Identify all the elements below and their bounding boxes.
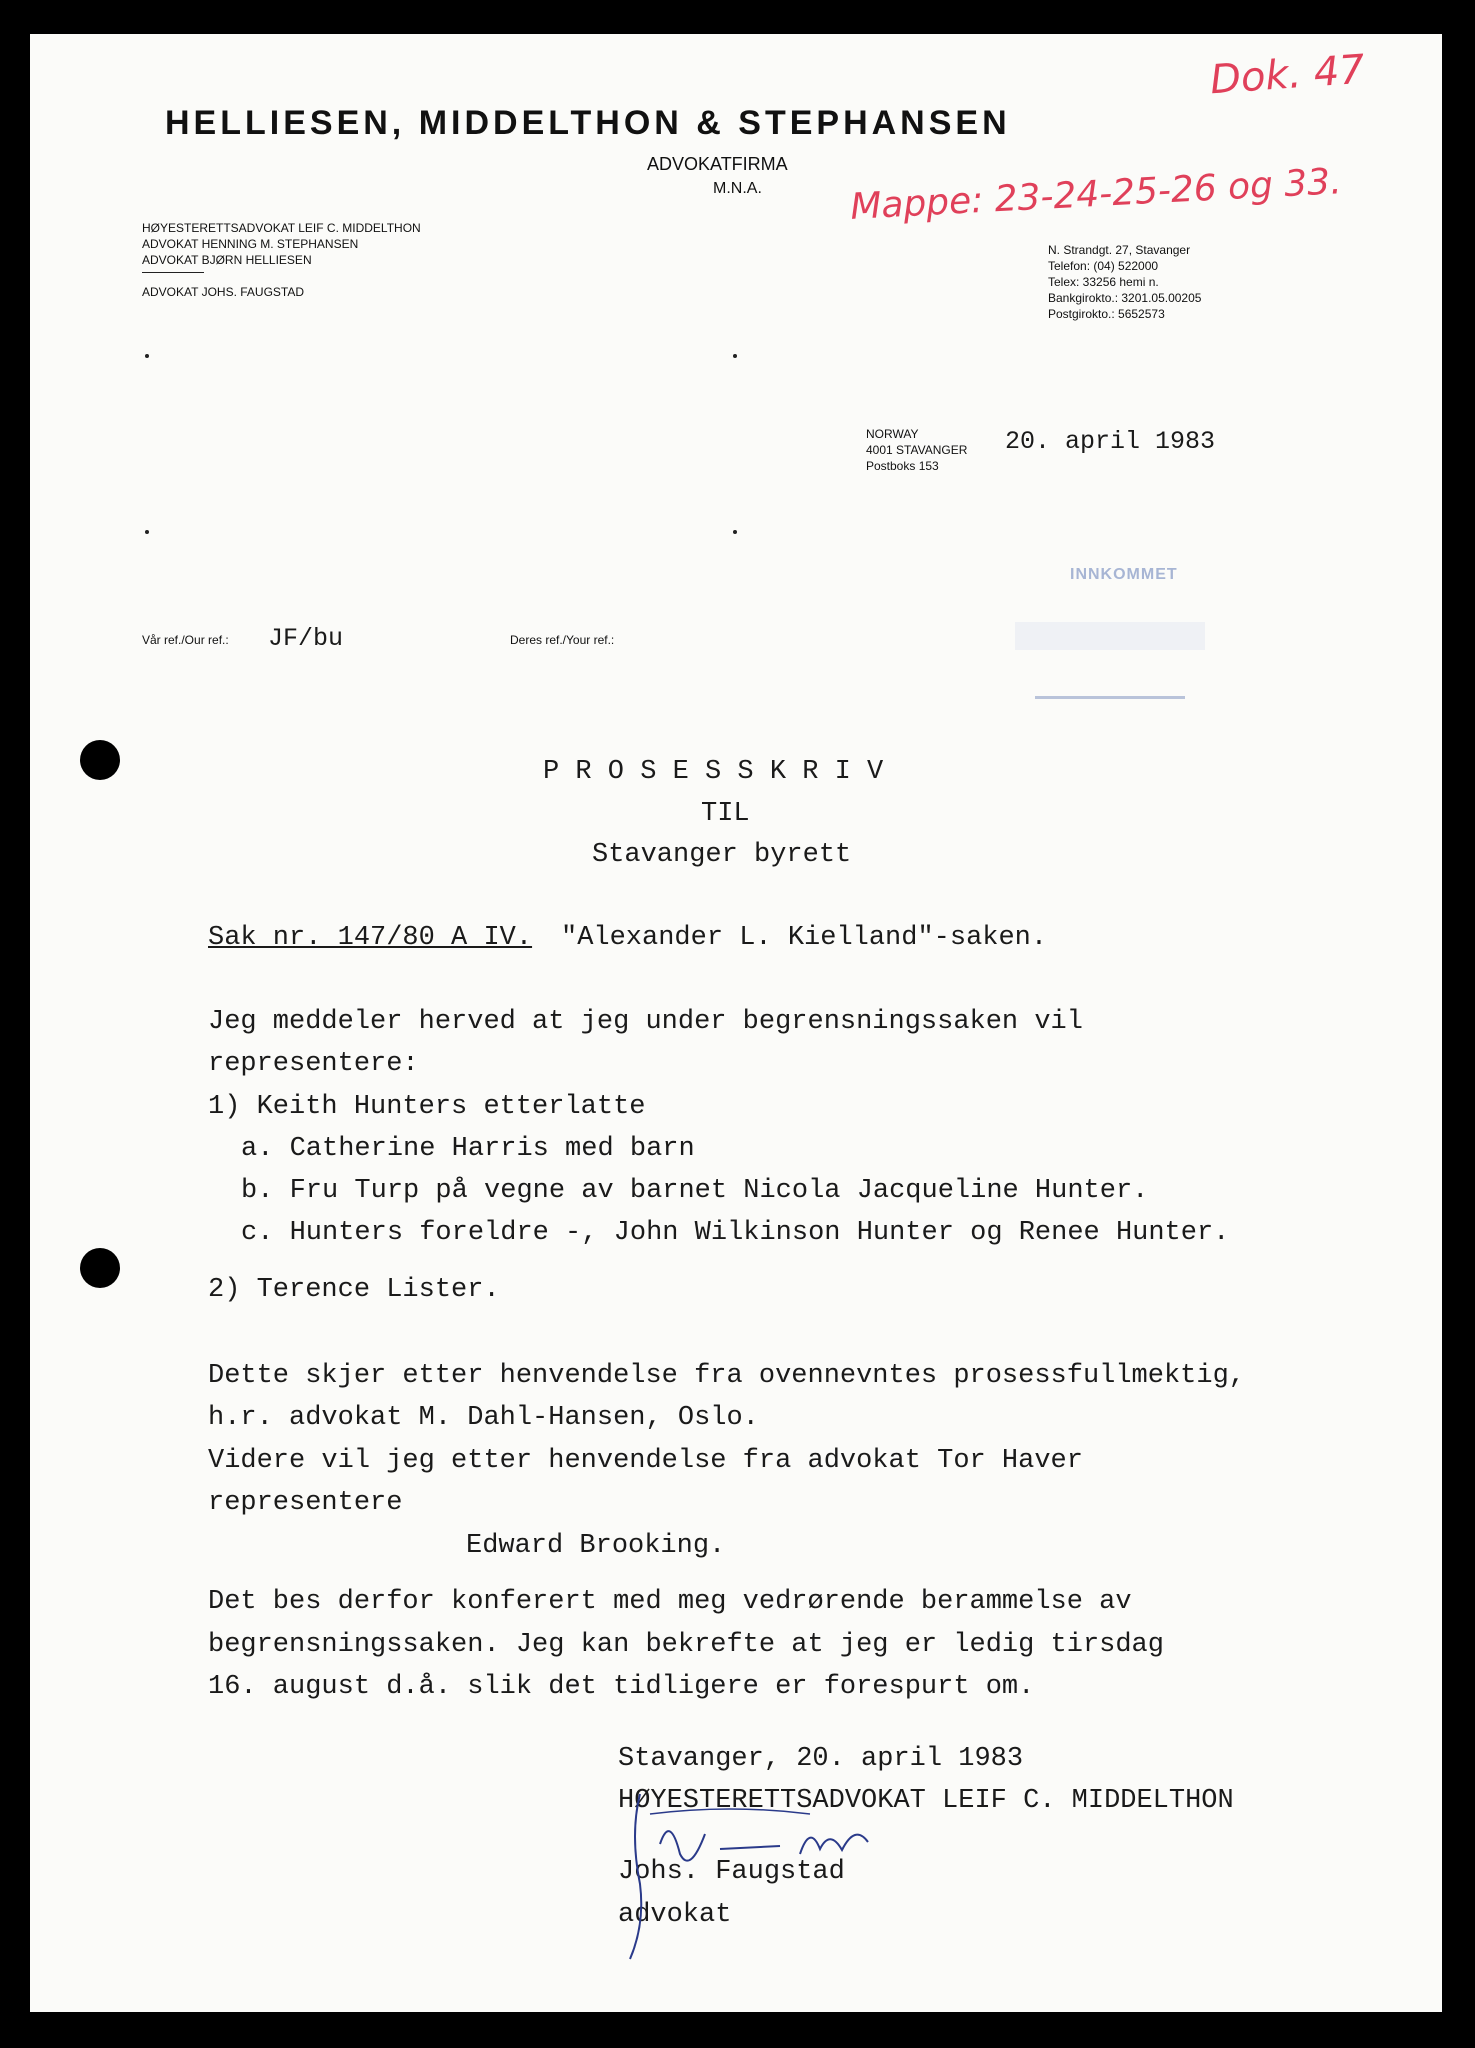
address-mark (145, 354, 149, 358)
para2-line-2: h.r. advokat M. Dahl-Hansen, Oslo. (208, 1403, 759, 1433)
closing-signer: Johs. Faugstad (618, 1857, 845, 1887)
lawyer-1: HØYESTERETTSADVOKAT LEIF C. MIDDELTHON (142, 221, 421, 235)
para3-line-3: 16. august d.å. slik det tidligere er forespurt om. (208, 1672, 1035, 1702)
folder-annotation: Mappe: 23-24-25-26 og 33. (849, 161, 1343, 228)
list-item-1: 1) Keith Hunters etterlatte (208, 1092, 646, 1122)
para2-line-1: Dette skjer etter henvendelse fra ovennevntes prosessfullmektig, (208, 1361, 1245, 1391)
title-to: TIL (701, 799, 750, 829)
closing-firm-head: HØYESTERETTSADVOKAT LEIF C. MIDDELTHON (618, 1786, 1234, 1816)
firm-name: HELLIESEN, MIDDELTHON & STEPHANSEN (165, 104, 1011, 142)
list-item-1b: b. Fru Turp på vegne av barnet Nicola Jacqueline Hunter. (241, 1176, 1149, 1206)
associate-lawyer: ADVOKAT JOHS. FAUGSTAD (142, 285, 305, 299)
postal-city: 4001 STAVANGER (866, 443, 968, 457)
para2-line-3: Videre vil jeg etter henvendelse fra advokat Tor Haver (208, 1446, 1083, 1476)
firm-type: ADVOKATFIRMA (647, 154, 788, 174)
para3-line-2: begrensningssaken. Jeg kan bekrefte at jeg er ledig tirsdag (208, 1630, 1164, 1660)
our-ref-label: Vår ref./Our ref.: (142, 633, 229, 647)
para3-line-1: Det bes derfor konferert med meg vedrørende berammelse av (208, 1587, 1132, 1617)
stamp-date-smudge (1015, 622, 1205, 650)
contact-telex: Telex: 33256 hemi n. (1048, 275, 1159, 289)
letter-date: 20. april 1983 (1005, 427, 1216, 456)
document-title: P R O S E S S K R I V (543, 757, 884, 787)
postal-box: Postboks 153 (866, 459, 939, 473)
para2-line-4: representere (208, 1488, 403, 1518)
postal-block (866, 426, 967, 474)
contact-street: N. Strandgt. 27, Stavanger (1048, 243, 1191, 257)
punch-hole (80, 740, 120, 780)
letter-page (30, 34, 1442, 2012)
lawyer-3: ADVOKAT BJØRN HELLIESEN (142, 253, 312, 267)
case-number: Sak nr. 147/80 A IV. (208, 923, 533, 953)
lawyer-2: ADVOKAT HENNING M. STEPHANSEN (142, 237, 359, 251)
lawyer-list (142, 220, 421, 268)
contact-postgiro: Postgirokto.: 5652573 (1048, 307, 1165, 321)
address-mark (733, 354, 737, 358)
para2-name: Edward Brooking. (466, 1531, 726, 1561)
list-item-1a: a. Catherine Harris med barn (241, 1134, 695, 1164)
contact-bank: Bankgirokto.: 3201.05.00205 (1048, 291, 1202, 305)
our-ref-value: JF/bu (268, 624, 344, 653)
lawyer-divider (142, 272, 204, 273)
contact-phone: Telefon: (04) 522000 (1048, 259, 1159, 273)
intro-line-1: Jeg meddeler herved at jeg under begrensningssaken vil (208, 1007, 1083, 1037)
punch-hole (80, 1248, 120, 1288)
closing-title: advokat (618, 1900, 732, 1930)
firm-abbr: M.N.A. (713, 180, 762, 197)
case-name: "Alexander L. Kielland"-saken. (561, 923, 1048, 953)
court-name: Stavanger byrett (592, 840, 852, 870)
address-mark (733, 530, 737, 534)
your-ref-label: Deres ref./Your ref.: (510, 633, 615, 647)
address-mark (145, 530, 149, 534)
received-stamp: INNKOMMET (1070, 566, 1178, 583)
intro-line-2: representere: (208, 1049, 419, 1079)
signature (610, 1774, 910, 1974)
closing-place-date: Stavanger, 20. april 1983 (618, 1744, 1024, 1774)
contact-block (1048, 242, 1201, 322)
doc-number-annotation: Dok. 47 (1208, 46, 1367, 104)
list-item-1c: c. Hunters foreldre -, John Wilkinson Hunter og Renee Hunter. (241, 1218, 1230, 1248)
stamp-line (1035, 696, 1185, 699)
postal-country: NORWAY (866, 427, 919, 441)
list-item-2: 2) Terence Lister. (208, 1275, 500, 1305)
